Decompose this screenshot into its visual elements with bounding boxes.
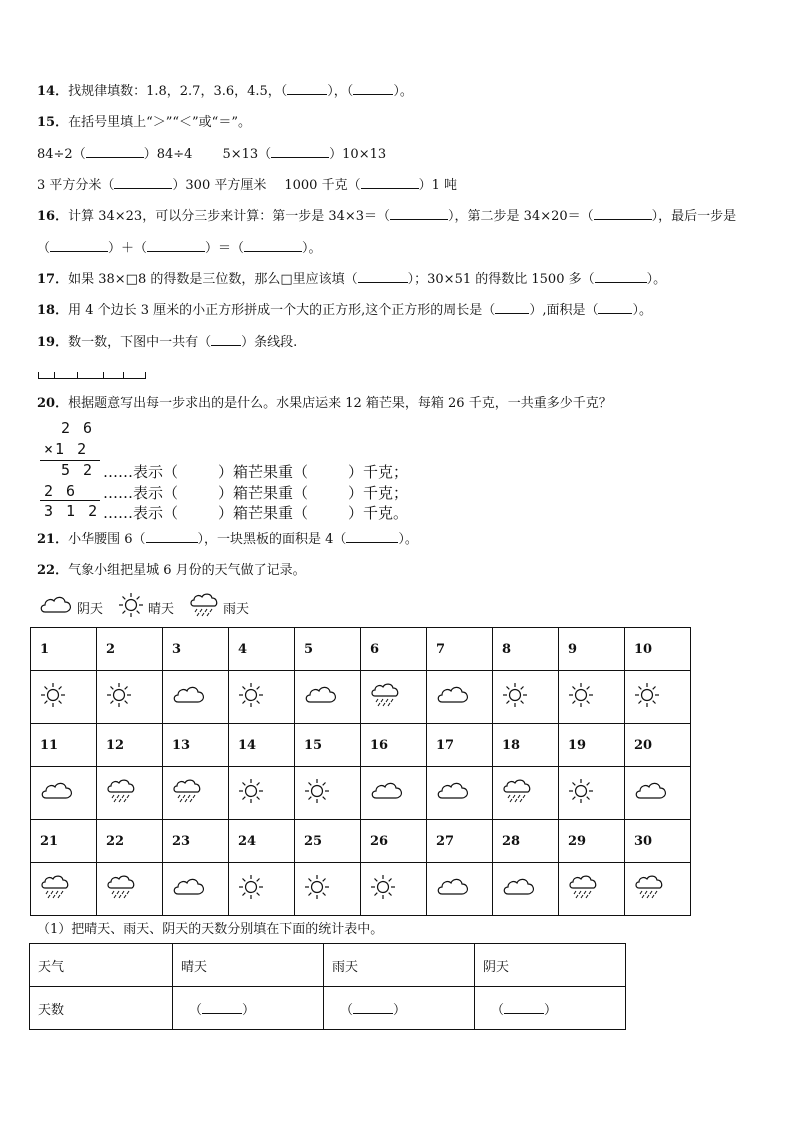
q15-r2-a-left: 3 平方分米（ — [37, 178, 115, 193]
rain-icon — [171, 794, 203, 809]
calendar-day-number: 13 — [163, 724, 229, 767]
q21-blank-2[interactable] — [346, 530, 398, 543]
cloud-icon — [369, 791, 405, 806]
note3-a: ……表示（ — [103, 504, 179, 522]
stat-header-rainy: 雨天 — [324, 944, 475, 987]
calendar-day-number: 1 — [31, 628, 97, 671]
q15-r1-a-right: ）84÷4 — [143, 147, 193, 162]
sun-icon — [567, 794, 595, 809]
q15-row-2 — [37, 176, 457, 195]
paren-close: ） — [242, 1002, 256, 1018]
calendar-weather-cell — [97, 863, 163, 916]
sun-icon — [303, 794, 331, 809]
calendar-weather-cell — [493, 767, 559, 820]
note1-b: ）箱芒果重（ — [218, 463, 309, 481]
sun-icon — [117, 591, 148, 623]
q16-blank-4[interactable] — [147, 239, 205, 252]
q14-separator: ），（ — [327, 84, 354, 99]
q14-number: 14． — [37, 84, 69, 99]
calendar-day-number: 22 — [97, 820, 163, 863]
calendar-weather-cell — [163, 863, 229, 916]
q21-blank-1[interactable] — [146, 530, 198, 543]
calendar-day-row — [31, 724, 691, 767]
note3-c: ）千克。 — [348, 504, 409, 522]
q18-text: 用 4 个边长 3 厘米的小正方形拼成一个大的正方形,这个正方形的周长是（ — [68, 303, 496, 318]
calendar-day-row — [31, 820, 691, 863]
cloud-icon — [633, 791, 669, 806]
q17-mid: ）；30×51 的得数比 1500 多（ — [407, 272, 595, 287]
q16-number: 16． — [37, 209, 69, 224]
calendar-day-number: 14 — [229, 724, 295, 767]
calendar-weather-cell — [493, 863, 559, 916]
question-20 — [37, 395, 612, 413]
calendar-day-number: 12 — [97, 724, 163, 767]
legend-sun — [117, 591, 174, 623]
rain-icon — [105, 890, 137, 905]
cloud-icon — [435, 887, 471, 902]
legend-rain-label: 雨天 — [223, 601, 250, 617]
q21-end: ）。 — [398, 532, 418, 547]
q15-blank-1[interactable] — [86, 145, 144, 158]
note1-a: ……表示（ — [103, 463, 179, 481]
q16-line1-end: ），最后一步是 — [651, 209, 737, 224]
calendar-weather-cell — [361, 671, 427, 724]
cloudy-count-blank[interactable] — [504, 1001, 544, 1014]
cloud-icon — [38, 594, 77, 620]
q20-number: 20． — [37, 396, 69, 411]
calendar-day-number: 7 — [427, 628, 493, 671]
rain-icon — [188, 591, 223, 623]
cloud-icon — [39, 791, 75, 806]
mult-rule-2 — [40, 500, 100, 501]
q22-number: 22． — [37, 563, 69, 578]
cloud-icon — [171, 695, 207, 710]
cloud-icon — [501, 887, 537, 902]
note3-blank-1[interactable] — [178, 506, 218, 518]
question-18 — [37, 301, 652, 320]
q16-l2-c: ）＝（ — [205, 241, 245, 256]
calendar-weather-cell — [163, 671, 229, 724]
q15-number: 15． — [37, 115, 69, 130]
calendar-day-number: 24 — [229, 820, 295, 863]
q19-text: 数一数，下图中一共有（ — [68, 335, 212, 350]
stat-header-weather: 天气 — [30, 944, 173, 987]
q16-blank-3[interactable] — [50, 239, 108, 252]
q17-blank-2[interactable] — [595, 270, 647, 283]
calendar-weather-cell — [361, 767, 427, 820]
calendar-weather-cell — [97, 671, 163, 724]
q14-blank-1[interactable] — [287, 82, 327, 95]
question-17 — [37, 270, 666, 289]
question-19 — [37, 333, 297, 352]
calendar-weather-cell — [361, 863, 427, 916]
calendar-day-number: 9 — [559, 628, 625, 671]
calendar-weather-cell — [427, 767, 493, 820]
q16-line1: 计算 34×23，可以分三步来计算：第一步是 34×3＝（ — [68, 209, 391, 224]
calendar-weather-cell — [559, 863, 625, 916]
q15-row-1 — [37, 145, 386, 164]
paren-open: （ — [340, 1002, 354, 1018]
calendar-weather-cell — [295, 863, 361, 916]
note1-blank-1[interactable] — [178, 465, 218, 477]
q16-blank-1[interactable] — [390, 207, 448, 220]
cloud-icon — [435, 791, 471, 806]
calendar-weather-cell — [559, 671, 625, 724]
calendar-day-number: 27 — [427, 820, 493, 863]
note2-b: ）箱芒果重（ — [218, 484, 309, 502]
q16-l2-d: ）。 — [302, 241, 322, 256]
calendar-day-number: 5 — [295, 628, 361, 671]
calendar-weather-row — [31, 767, 691, 820]
q14-text: 找规律填数：1.8，2.7，3.6，4.5，（ — [68, 84, 288, 99]
mult-line-1: 2 6 — [61, 419, 95, 437]
q14-blank-2[interactable] — [353, 82, 393, 95]
stat-header-sunny: 晴天 — [173, 944, 324, 987]
mult-line-4: 2 6 — [44, 482, 78, 500]
legend-cloud-label: 阴天 — [77, 601, 104, 617]
q18-blank-1[interactable] — [495, 301, 529, 314]
calendar-weather-cell — [295, 671, 361, 724]
q15-blank-4[interactable] — [361, 176, 419, 189]
q22-sub-1: （1）把晴天、雨天、阴天的天数分别填在下面的统计表中。 — [37, 922, 384, 937]
rain-icon — [105, 794, 137, 809]
q21-number: 21． — [37, 532, 69, 547]
q21-mid: ），一块黑板的面积是 4（ — [197, 532, 347, 547]
sun-icon — [105, 698, 133, 713]
calendar-weather-cell — [229, 671, 295, 724]
q16-blank-2[interactable] — [594, 207, 652, 220]
legend-sun-label: 晴天 — [148, 601, 175, 617]
q14-end: ）。 — [393, 84, 413, 99]
q17-text: 如果 38×□8 的得数是三位数，那么□里应该填（ — [68, 272, 358, 287]
q20-note-1 — [103, 461, 408, 482]
sun-icon — [369, 890, 397, 905]
calendar-day-number: 19 — [559, 724, 625, 767]
weather-stat-table — [29, 943, 626, 1030]
q16-blank-5[interactable] — [244, 239, 302, 252]
stat-count-row — [30, 987, 626, 1030]
calendar-weather-cell — [427, 863, 493, 916]
question-22 — [37, 562, 306, 580]
q15-r2-b-left: 1000 千克（ — [284, 178, 361, 193]
sun-icon — [39, 698, 67, 713]
q15-blank-2[interactable] — [271, 145, 329, 158]
legend-rain — [188, 591, 249, 623]
note2-a: ……表示（ — [103, 484, 179, 502]
note2-c: ）千克； — [348, 484, 409, 502]
q16-l2-a: （ — [37, 241, 51, 256]
calendar-weather-cell — [295, 767, 361, 820]
calendar-weather-cell — [625, 671, 691, 724]
stat-cloudy-cell[interactable] — [475, 987, 626, 1030]
stat-rainy-cell[interactable] — [324, 987, 475, 1030]
sun-icon — [237, 890, 265, 905]
q20-text: 根据题意写出每一步求出的是什么。水果店运来 12 箱芒果，每箱 26 千克，一共重多少千克？ — [68, 396, 612, 411]
cloud-icon — [435, 695, 471, 710]
q16-l2-b: ）＋（ — [108, 241, 148, 256]
mult-line-3: 5 2 — [61, 461, 95, 479]
calendar-weather-cell — [97, 767, 163, 820]
stat-header-row — [30, 944, 626, 987]
note3-blank-2[interactable] — [308, 506, 348, 518]
cloud-icon — [303, 695, 339, 710]
q17-blank-1[interactable] — [358, 270, 408, 283]
rain-icon — [567, 890, 599, 905]
sun-icon — [237, 698, 265, 713]
calendar-day-number: 4 — [229, 628, 295, 671]
rain-icon — [369, 698, 401, 713]
q15-r1-b-right: ）10×13 — [329, 147, 387, 162]
q20-note-2 — [103, 482, 408, 503]
rain-icon — [501, 794, 533, 809]
calendar-day-number: 18 — [493, 724, 559, 767]
q15-r2-b-right: ）1 吨 — [418, 178, 457, 193]
sunny-count-blank[interactable] — [202, 1001, 242, 1014]
calendar-weather-cell — [625, 767, 691, 820]
q19-end: ）条线段. — [241, 335, 298, 350]
calendar-day-number: 17 — [427, 724, 493, 767]
question-15 — [37, 114, 251, 132]
calendar-day-number: 26 — [361, 820, 427, 863]
q18-end: ）。 — [632, 303, 652, 318]
q15-blank-3[interactable] — [114, 176, 172, 189]
stat-sunny-cell[interactable] — [173, 987, 324, 1030]
sun-icon — [303, 890, 331, 905]
calendar-day-number: 25 — [295, 820, 361, 863]
calendar-weather-cell — [163, 767, 229, 820]
question-16 — [37, 207, 736, 226]
note1-blank-2[interactable] — [308, 465, 348, 477]
note1-c: ）千克； — [348, 463, 409, 481]
q19-number: 19． — [37, 335, 69, 350]
calendar-weather-cell — [427, 671, 493, 724]
weather-legend — [38, 594, 263, 620]
q15-r2-a-right: ）300 平方厘米 — [172, 178, 267, 193]
q15-text: 在括号里填上“＞”“＜”或“＝”。 — [68, 115, 251, 130]
calendar-day-number: 29 — [559, 820, 625, 863]
mult-line-2: ×1 2 — [44, 440, 89, 458]
calendar-weather-cell — [229, 767, 295, 820]
cloud-icon — [171, 887, 207, 902]
calendar-day-number: 6 — [361, 628, 427, 671]
note3-b: ）箱芒果重（ — [218, 504, 309, 522]
q19-blank[interactable] — [211, 333, 241, 346]
calendar-day-number: 30 — [625, 820, 691, 863]
calendar-weather-cell — [31, 863, 97, 916]
q16-line-2 — [37, 239, 322, 258]
calendar-day-number: 8 — [493, 628, 559, 671]
paren-close: ） — [393, 1002, 407, 1018]
calendar-day-number: 11 — [31, 724, 97, 767]
calendar-weather-cell — [229, 863, 295, 916]
q15-r1-a-left: 84÷2（ — [37, 147, 86, 162]
q22-text: 气象小组把星城 6 月份的天气做了记录。 — [68, 563, 306, 578]
weather-calendar-table — [30, 627, 691, 916]
question-14 — [37, 82, 413, 101]
calendar-weather-row — [31, 671, 691, 724]
q18-mid: ）,面积是（ — [529, 303, 599, 318]
q15-r1-b-left: 5×13（ — [222, 147, 272, 162]
sun-icon — [237, 794, 265, 809]
calendar-weather-cell — [625, 863, 691, 916]
q17-end: ）。 — [646, 272, 667, 287]
legend-cloud — [38, 594, 103, 620]
calendar-weather-cell — [493, 671, 559, 724]
paren-open: （ — [491, 1002, 505, 1018]
q20-note-3 — [103, 502, 408, 523]
rain-icon — [633, 890, 665, 905]
question-21 — [37, 530, 418, 549]
calendar-day-number: 3 — [163, 628, 229, 671]
calendar-day-number: 20 — [625, 724, 691, 767]
q18-number: 18． — [37, 303, 69, 318]
calendar-day-number: 15 — [295, 724, 361, 767]
calendar-weather-row — [31, 863, 691, 916]
q18-blank-2[interactable] — [598, 301, 632, 314]
note2-blank-1[interactable] — [178, 486, 218, 498]
calendar-weather-cell — [559, 767, 625, 820]
stat-header-cloudy: 阴天 — [475, 944, 626, 987]
sun-icon — [633, 698, 661, 713]
paren-open: （ — [189, 1002, 203, 1018]
calendar-weather-cell — [31, 671, 97, 724]
mult-line-5: 3 1 2 — [44, 502, 100, 520]
paren-close: ） — [544, 1002, 558, 1018]
sun-icon — [501, 698, 529, 713]
q16-line1-mid: ），第二步是 34×20＝（ — [448, 209, 594, 224]
rain-icon — [39, 890, 71, 905]
q17-number: 17． — [37, 272, 69, 287]
q21-text: 小华腰围 6（ — [68, 532, 146, 547]
calendar-day-number: 16 — [361, 724, 427, 767]
calendar-day-number: 28 — [493, 820, 559, 863]
calendar-day-row — [31, 628, 691, 671]
calendar-day-number: 2 — [97, 628, 163, 671]
calendar-day-number: 23 — [163, 820, 229, 863]
calendar-day-number: 10 — [625, 628, 691, 671]
rainy-count-blank[interactable] — [353, 1001, 393, 1014]
sun-icon — [567, 698, 595, 713]
calendar-day-number: 21 — [31, 820, 97, 863]
calendar-weather-cell — [31, 767, 97, 820]
note2-blank-2[interactable] — [308, 486, 348, 498]
stat-row-label: 天数 — [30, 987, 173, 1030]
